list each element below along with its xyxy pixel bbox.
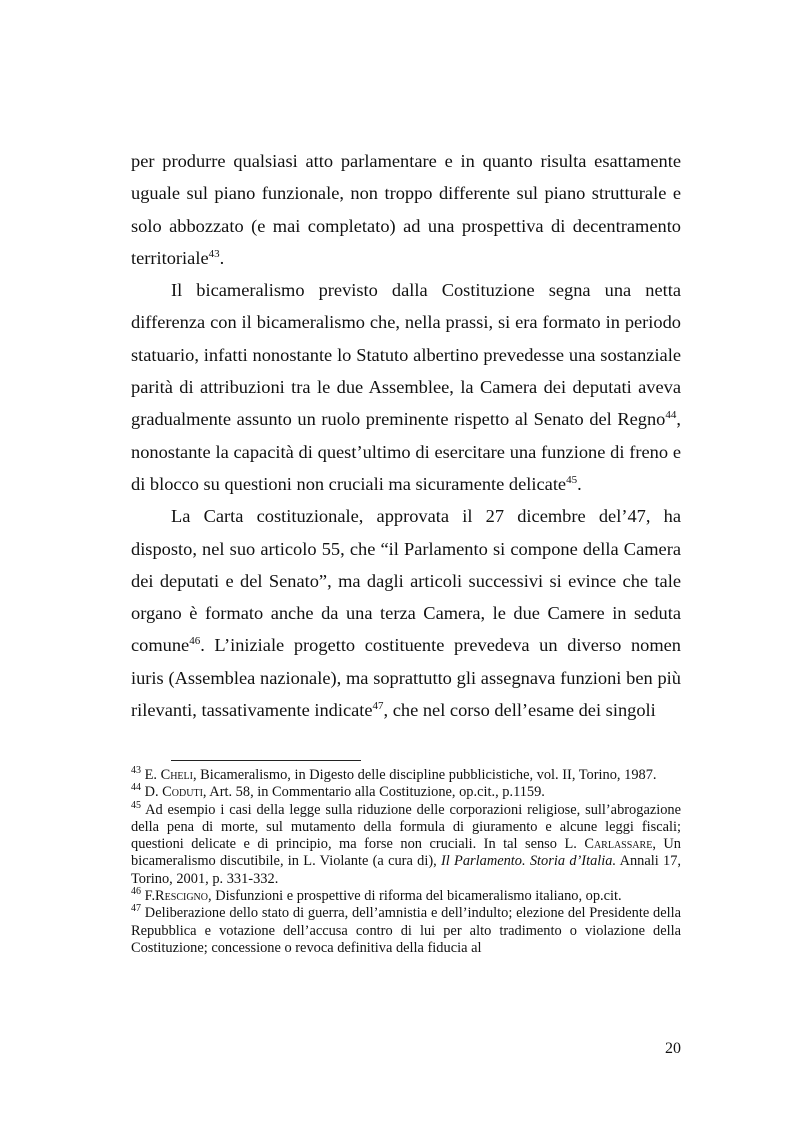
footnote-title: Il Parlamento. Storia d’Italia.: [440, 853, 617, 870]
footnote-text: Deliberazione dello stato di guerra, dell’amnistia e dell’indulto; elezione del Presidente della Repubblica e votazione dell’accusa contro di lui per alto tradimento o violazione della Costituzione; concessione o revoca definitiva della fiducia al: [131, 905, 681, 956]
footnote-ref[interactable]: 47: [372, 699, 384, 712]
footnote-author: escigno: [164, 888, 208, 905]
footnote-number: 47: [131, 903, 141, 915]
footnote-44: [131, 784, 681, 801]
paragraph-3: [131, 500, 681, 726]
footnote-ref[interactable]: 46: [189, 635, 201, 648]
footnotes: [131, 767, 681, 957]
paragraph-text: , nonostante la capacità di quest’ultimo di esercitare una funzione di freno e di blocco su questioni non cruciali ma sicuramente delicate: [131, 409, 681, 494]
footnote-ref[interactable]: 44: [665, 409, 677, 422]
footnote-45: [131, 799, 682, 888]
paragraph-text: Il bicameralismo previsto dalla Costituzione segna una netta differenza con il bicameralismo che, nella prassi, si era formato in periodo statuario, infatti nonostante lo Statuto albertino prevedesse una sostanziale parità di attribuzioni tra le due Assemblee, la Camera dei deputati aveva gradualmente assunto un ruolo preminente rispetto al Senato del Regno: [131, 280, 681, 430]
footnote-text: , Disfunzioni e prospettive di riforma del bicameralismo italiano, op.cit.: [208, 888, 622, 905]
footnote-author: arlassare: [593, 836, 653, 853]
footnote-text: , Un bicameralismo discutibile, in L. Violante (a cura di),: [131, 836, 681, 870]
paragraph-end: .: [577, 473, 582, 494]
footnote-number: 44: [131, 782, 141, 794]
paragraph-text: , che nel corso dell’esame dei singoli: [383, 700, 656, 721]
footnote-text: F.R: [141, 888, 165, 905]
footnote-number: 45: [131, 799, 141, 811]
footnote-43: [131, 767, 681, 784]
footnote-47: [131, 905, 681, 957]
paragraph-1: [131, 145, 681, 274]
footnote-text: Ad esempio i casi della legge sulla riduzione delle corporazioni religiose, sull’abrogazione della pena di morte, sul mutamento della formula di giuramento e alcune leggi fiscali; questioni delicate e di principio, ma forse non cruciali. In tal senso L.: [131, 801, 681, 853]
footnote-author: oduti: [171, 784, 203, 801]
paragraph-text: per produrre qualsiasi atto parlamentare e in quanto risulta esattamente uguale sul piano funzionale, non troppo differente sul piano strutturale e solo abbozzato (e mai completato) ad una prospettiva di decentramento territoriale: [131, 151, 681, 268]
page-number: 20: [665, 1040, 681, 1057]
footnote-text: Annali 17, Torino, 2001, p. 331-332.: [131, 853, 682, 887]
paragraph-end: .: [219, 247, 225, 268]
footnote-number: 46: [131, 886, 141, 898]
main-text: [131, 145, 681, 726]
footnote-text: , Bicameralismo, in Digesto delle discipline pubblicistiche, vol. II, Torino, 1987.: [192, 767, 657, 783]
paragraph-text: . L’iniziale progetto costituente prevedeva un diverso nomen iuris (Assemblea nazionale), ma soprattutto gli assegnava funzioni ben più rilevanti, tassativamente indicate: [131, 635, 681, 721]
footnote-text: D. C: [141, 784, 172, 801]
footnote-text: E. C: [141, 767, 171, 783]
footnote-text: , Art. 58, in Commentario alla Costituzione, op.cit., p.1159.: [202, 784, 545, 801]
footnote-ref[interactable]: 43: [208, 247, 220, 260]
footnote-author: heli: [170, 767, 193, 783]
footnote-author-initial: C: [584, 836, 594, 853]
footnote-ref[interactable]: 45: [566, 473, 578, 486]
footnote-46: [131, 888, 681, 905]
paragraph-text: La Carta costituzionale, approvata il 27 dicembre del’47, ha disposto, nel suo articolo 55, che “il Parlamento si compone della Camera dei deputati e del Senato”, ma dagli articoli successivi si evince che tale organo è formato anche da una terza Camera, le due Camere in seduta comune: [131, 506, 681, 656]
footnote-number: 43: [131, 765, 141, 777]
footnote-separator: [171, 760, 361, 761]
paragraph-2: [131, 274, 681, 500]
